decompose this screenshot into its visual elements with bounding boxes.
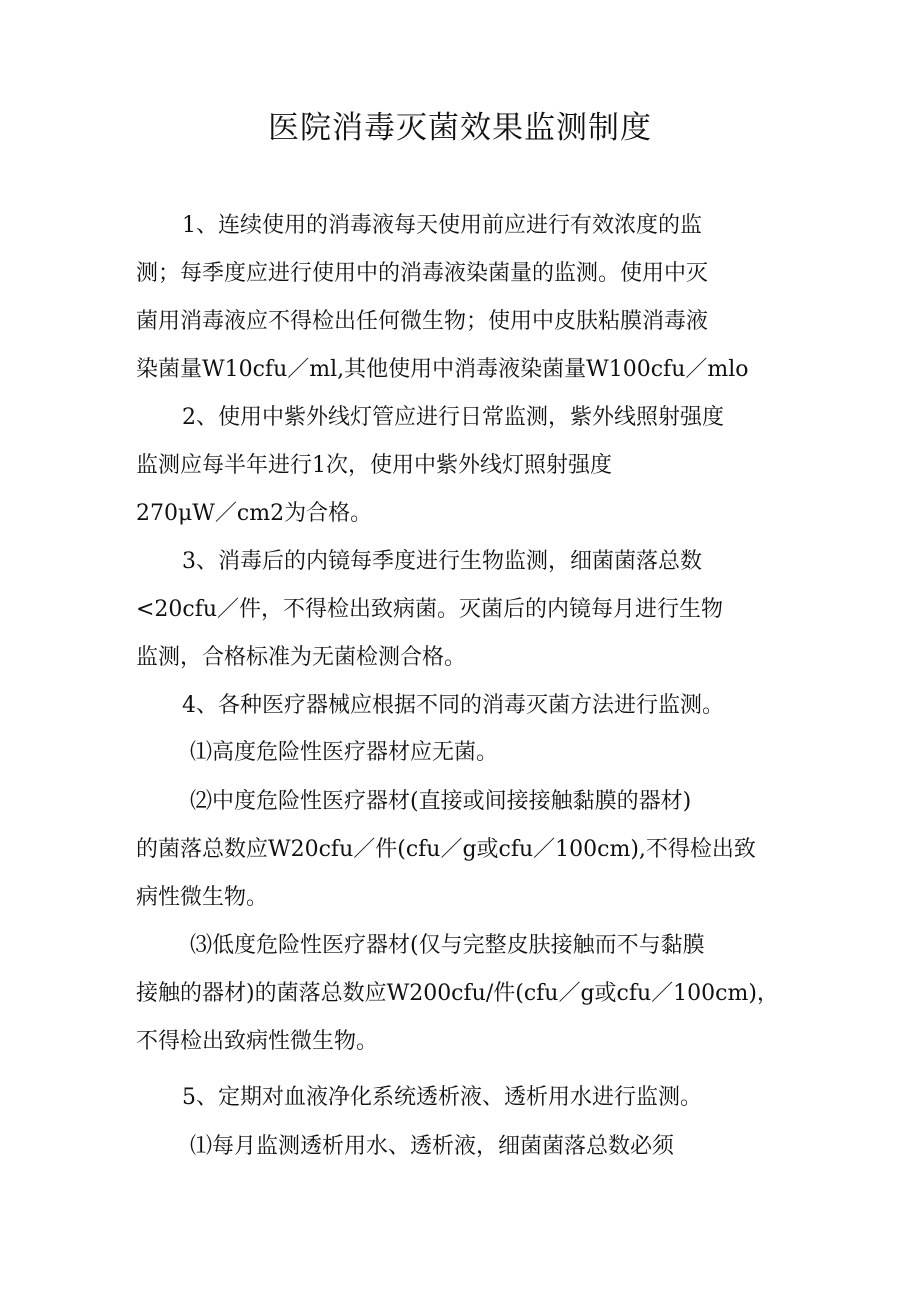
document-title: 医院消毒灭菌效果监测制度	[268, 110, 652, 146]
paragraph-4-line-1: 4、各种医疗器械应根据不同的消毒灭菌方法进行监测。	[182, 693, 724, 718]
paragraph-5-line-1: 5、定期对血液净化系统透析液、透析用水进行监测。	[182, 1085, 702, 1110]
paragraph-3-line-3: 监测，合格标准为无菌检测合格。	[136, 645, 467, 670]
paragraph-2-line-2: 监测应每半年进行1次，使用中紫外线灯照射强度	[136, 453, 612, 478]
paragraph-1-line-1: 1、连续使用的消毒液每天使用前应进行有效浓度的监	[182, 213, 702, 238]
item-4-2-line-1: ⑵中度危险性医疗器材(直接或间接接触黏膜的器材)	[190, 789, 692, 814]
paragraph-2-line-3: 270μW／cm2为合格。	[136, 501, 373, 526]
item-4-2-line-3: 病性微生物。	[136, 885, 269, 910]
item-5-1: ⑴每月监测透析用水、透析液，细菌菌落总数必须	[190, 1134, 675, 1159]
item-4-2-line-2: 的菌落总数应W20cfu／件(cfu／g或cfu／100cm),不得检出致	[136, 837, 756, 862]
paragraph-1-line-2: 测；每季度应进行使用中的消毒液染菌量的监测。使用中灭	[136, 261, 709, 286]
paragraph-1-line-4: 染菌量W10cfu／ml,其他使用中消毒液染菌量W100cfu／mlo	[136, 357, 749, 382]
item-4-1: ⑴高度危险性医疗器材应无菌。	[190, 740, 499, 765]
paragraph-3-line-1: 3、消毒后的内镜每季度进行生物监测，细菌菌落总数	[182, 549, 702, 574]
item-4-3-line-3: 不得检出致病性微生物。	[136, 1029, 379, 1054]
item-4-3-line-2: 接触的器材)的菌落总数应W200cfu/件(cfu／g或cfu／100cm)，	[136, 981, 779, 1006]
paragraph-3-line-2: <20cfu／件，不得检出致病菌。灭菌后的内镜每月进行生物	[136, 597, 724, 622]
paragraph-2-line-1: 2、使用中紫外线灯管应进行日常监测，紫外线照射强度	[182, 405, 724, 430]
paragraph-1-line-3: 菌用消毒液应不得检出任何微生物；使用中皮肤粘膜消毒液	[136, 309, 709, 334]
item-4-3-line-1: ⑶低度危险性医疗器材(仅与完整皮肤接触而不与黏膜	[190, 933, 705, 958]
